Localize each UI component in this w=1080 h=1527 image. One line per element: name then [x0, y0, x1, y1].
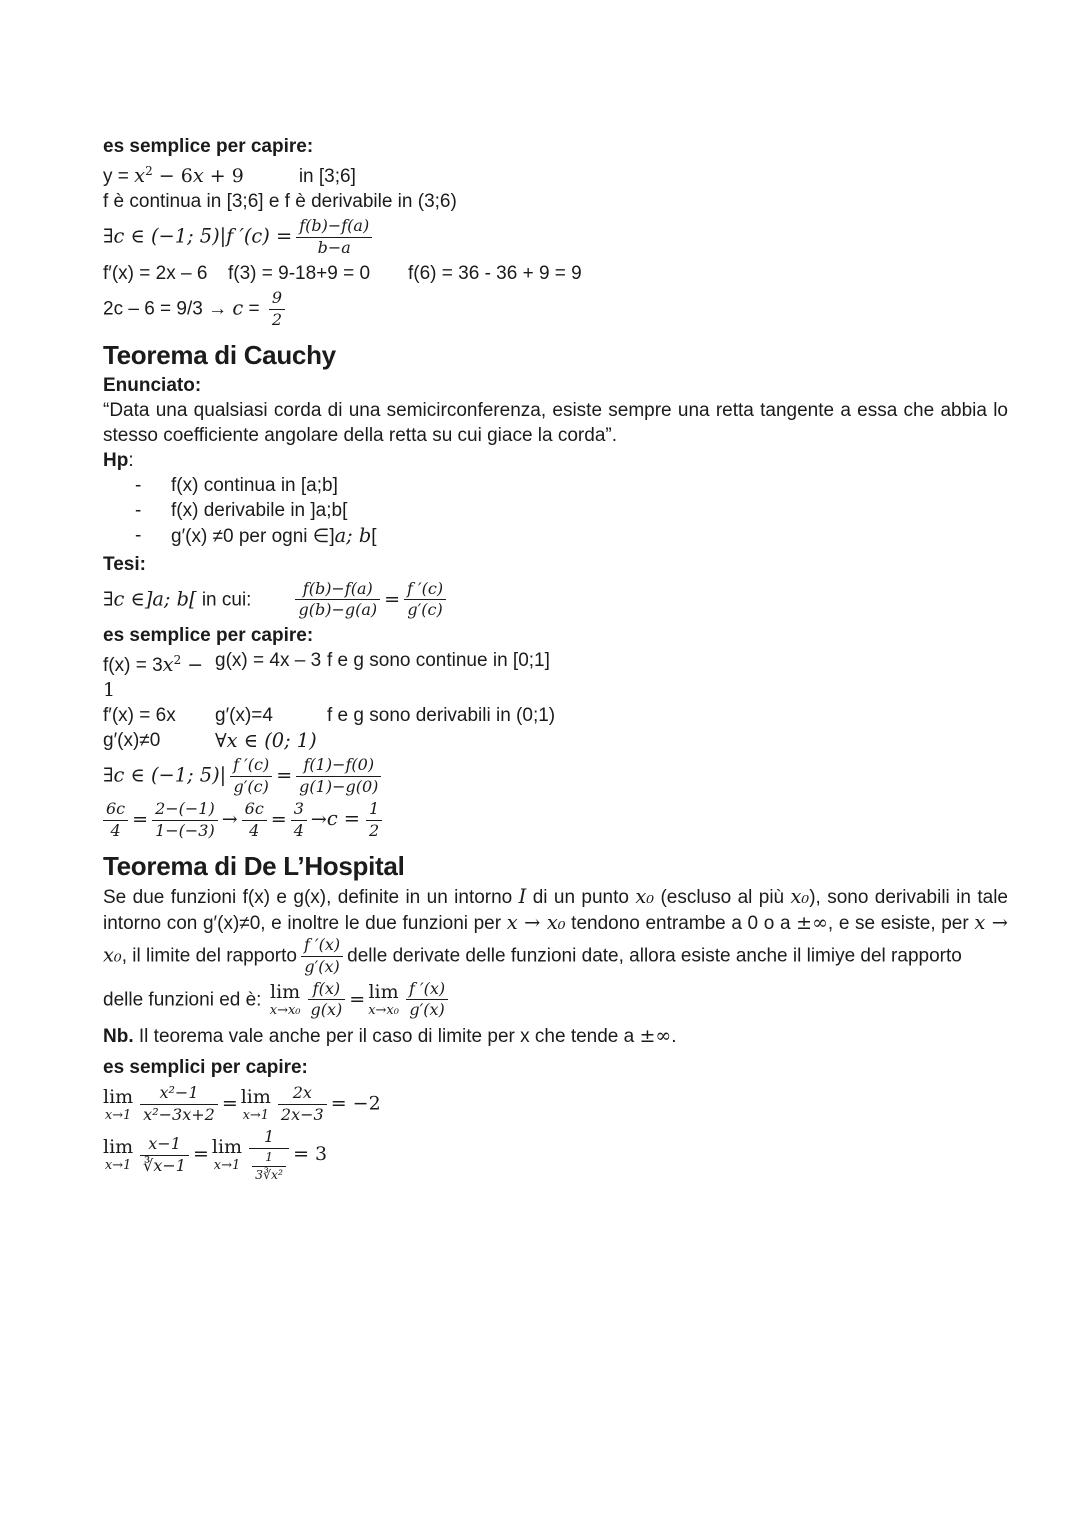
- hp-label: Hp: [103, 449, 129, 471]
- lim-word: lim: [103, 1085, 134, 1108]
- denominator: 4: [110, 820, 121, 840]
- math-segment: − 6: [152, 165, 193, 187]
- continuity-line: f è continua in [3;6] e f è derivabile in (3;6): [103, 191, 457, 212]
- text-segment: in cui:: [196, 588, 252, 610]
- result-value: = 3: [293, 1143, 328, 1166]
- numerator: f ′(c): [230, 756, 272, 777]
- numerator: 1: [366, 800, 382, 821]
- denominator: 1−(−3): [155, 820, 215, 840]
- denominator: g′(c): [407, 600, 443, 620]
- numerator: f ′(c): [404, 580, 446, 601]
- lim-word: lim: [240, 1085, 271, 1108]
- hypothesis-item: [103, 523, 1008, 549]
- hp-label-line: [103, 448, 1008, 473]
- bullet-dash: -: [135, 474, 142, 496]
- example-grid-row: [103, 648, 1008, 703]
- lim-subscript: x→1: [104, 1107, 132, 1123]
- f3-value: f(3) = 9-18+9 = 0: [228, 262, 371, 284]
- numerator: 1: [249, 1128, 289, 1149]
- grid-cell: g′(x)=4: [215, 705, 273, 727]
- text-segment: [: [371, 525, 377, 547]
- exponent: 2: [145, 164, 153, 178]
- denominator: g(x): [310, 1000, 343, 1020]
- tesi-label: Tesi:: [103, 553, 146, 575]
- f6-value: f(6) = 36 - 36 + 9 = 9: [408, 262, 582, 284]
- equals-sign: =: [221, 1092, 238, 1115]
- grid-cell: f e g sono derivabili in (0;1): [327, 705, 556, 727]
- equals-sign: =: [276, 764, 293, 787]
- fraction: [269, 289, 285, 330]
- denominator: b−a: [317, 237, 351, 257]
- fraction: [404, 580, 446, 621]
- nested-fraction: [249, 1128, 289, 1182]
- equals-sign: =: [132, 808, 149, 831]
- text-segment: f(x) = 3: [103, 655, 163, 677]
- inner-fraction: [252, 1150, 286, 1183]
- text-segment: delle derivate delle funzioni date, allora esiste anche il limiye del rapporto: [347, 945, 962, 967]
- limit-example-2: [103, 1128, 1008, 1182]
- numerator: f(b)−f(a): [295, 580, 380, 601]
- cauchy-theorem-section: [103, 339, 1008, 841]
- limit-operator: [269, 980, 301, 1018]
- numerator: x²−1: [140, 1084, 218, 1105]
- bullet-text: [171, 523, 377, 549]
- grid-cell: [103, 648, 215, 703]
- lim-subscript: x→1: [104, 1158, 132, 1174]
- grid-cell: g(x) = 4x – 3: [215, 650, 322, 672]
- example-heading: es semplici per capire:: [103, 1057, 308, 1079]
- text-segment: Se due funzioni f(x) e g(x), definite in un intorno: [103, 886, 519, 908]
- fraction: [103, 800, 128, 841]
- math-segment: x: [192, 164, 204, 187]
- math-segment: x: [134, 164, 146, 187]
- arrow: →: [221, 808, 238, 831]
- numerator: x−1: [140, 1135, 189, 1156]
- fraction: [152, 800, 218, 841]
- bullet-text: f(x) derivabile in ]a;b[: [171, 499, 348, 521]
- fraction: [278, 1084, 327, 1125]
- equals-sign: =: [349, 987, 366, 1010]
- interval-label: in [3;6]: [298, 166, 356, 187]
- math-segment: x → x₀: [506, 910, 566, 934]
- denominator: g(1)−g(0): [299, 777, 379, 797]
- result-value: = −2: [330, 1092, 381, 1115]
- numerator: 2−(−1): [152, 800, 218, 821]
- math-segment: ∃c ∈ (−1; 5)|: [103, 763, 227, 787]
- lagrange-example-section: [103, 134, 1008, 330]
- grid-cell: g′(x)≠0: [103, 730, 161, 752]
- denominator: g′(c): [233, 777, 269, 797]
- fraction: [230, 756, 272, 797]
- text-segment: .: [671, 1026, 677, 1048]
- limit-operator: [368, 980, 399, 1018]
- math-segment: I: [518, 884, 527, 908]
- denominator: 2x−3: [280, 1105, 324, 1125]
- equation-line: [103, 159, 1008, 189]
- lim-word: lim: [103, 1136, 134, 1159]
- fraction: [308, 980, 346, 1021]
- math-segment: c: [232, 296, 244, 320]
- values-row: [103, 261, 1008, 286]
- numerator: 6c: [242, 800, 267, 821]
- limit-operator: [103, 1138, 133, 1172]
- lim-subscript: x→1: [213, 1158, 241, 1174]
- enunciato-label: Enunciato:: [103, 374, 202, 396]
- theorem-paragraph: [103, 884, 1008, 977]
- fraction: [295, 580, 380, 621]
- denominator: g′(x): [409, 1000, 445, 1020]
- nota-bene-line: [103, 1024, 1008, 1049]
- text-segment: =: [243, 298, 265, 320]
- numerator: 2x: [278, 1084, 327, 1105]
- fraction: [242, 800, 267, 841]
- example-grid-row: [103, 728, 1008, 753]
- math-segment: x → x₀: [103, 910, 1008, 967]
- example-grid-row: [103, 703, 1008, 728]
- denominator: x²−3x+2: [143, 1105, 215, 1125]
- tesi-equation: [103, 580, 1008, 621]
- fraction: [140, 1135, 189, 1176]
- math-segment: ∃c ∈]a; b[: [103, 586, 197, 610]
- math-segment: ±∞: [639, 1025, 672, 1048]
- numerator: f(b)−f(a): [296, 217, 372, 238]
- derivative-value: f′(x) = 2x – 6: [103, 262, 208, 284]
- denominator: 2: [369, 820, 380, 840]
- fraction: [406, 980, 448, 1021]
- limit-example-1: [103, 1084, 1008, 1125]
- math-segment: − 1: [103, 654, 204, 702]
- fraction: [296, 217, 372, 258]
- fraction: [296, 756, 381, 797]
- text-segment: Il teorema vale anche per il caso di limite per x che tende a: [133, 1026, 640, 1048]
- text-segment: tendono entrambe a 0 o a: [565, 912, 797, 934]
- lim-word: lim: [368, 980, 399, 1003]
- fraction: [366, 800, 382, 841]
- text-segment: , il limite del rapporto: [121, 945, 297, 967]
- numerator: f(1)−f(0): [296, 756, 381, 777]
- equation-line: [103, 289, 1008, 330]
- text-segment: delle funzioni ed è:: [103, 988, 267, 1010]
- limit-operator: [212, 1138, 242, 1172]
- grid-cell: f e g sono continue in [0;1]: [327, 650, 550, 672]
- math-segment: x₀: [635, 884, 655, 908]
- text-segment: g′(x) ≠0 per ogni ∈]: [171, 525, 335, 547]
- hypothesis-item: [103, 498, 1008, 523]
- denominator: 2: [271, 309, 283, 329]
- text-segment: , e se esiste, per: [827, 912, 975, 934]
- numerator: 1: [252, 1150, 286, 1167]
- equation-line: [103, 756, 1008, 797]
- grid-cell: f′(x) = 6x: [103, 705, 176, 727]
- text-segment: 2c – 6 = 9/3 →: [103, 298, 233, 320]
- limit-equation-line: [103, 980, 1008, 1021]
- math-segment: c =: [326, 807, 361, 831]
- lim-subscript: x→x₀: [269, 1002, 301, 1018]
- fraction: [291, 800, 307, 841]
- example-heading: es semplice per capire:: [103, 625, 314, 647]
- example-heading: es semplice per capire:: [103, 136, 314, 157]
- text-segment: ), sono derivabili in tale intorno con g′(x)≠0, e inoltre le due funzioni per: [103, 886, 1008, 934]
- numerator: 9: [269, 289, 285, 310]
- lim-subscript: x→x₀: [368, 1002, 399, 1018]
- text-segment: di un punto: [526, 886, 636, 908]
- arrow: →: [310, 808, 327, 831]
- text-segment: (escluso al più: [654, 886, 791, 908]
- lim-word: lim: [270, 980, 301, 1003]
- fraction: [301, 936, 343, 977]
- theorem-statement: “Data una qualsiasi corda di una semicirconferenza, esiste sempre una retta tangente a essa che abbia lo stesso coefficiente angolare della retta su cui giace la corda”.: [103, 399, 1008, 446]
- equation-line: [103, 217, 1008, 258]
- hypothesis-item: [103, 473, 1008, 498]
- hospital-theorem-section: [103, 850, 1008, 1183]
- section-title: Teorema di De L’Hospital: [103, 850, 405, 881]
- text-segment: :: [128, 449, 134, 471]
- math-segment: x₀: [790, 884, 810, 908]
- numerator: 3: [291, 800, 307, 821]
- numerator: f(x): [308, 980, 346, 1001]
- lim-subscript: x→1: [242, 1107, 270, 1123]
- limit-operator: [103, 1085, 134, 1123]
- denominator: [249, 1149, 289, 1183]
- denominator: 3∛x²: [255, 1166, 284, 1182]
- lim-word: lim: [211, 1136, 243, 1159]
- math-segment: ±∞: [796, 911, 828, 934]
- equals-sign: =: [192, 1143, 209, 1166]
- equals-sign: =: [384, 587, 401, 610]
- denominator: g′(x): [304, 956, 340, 976]
- math-segment: ∃c ∈ (−1; 5)|f ′(c) =: [103, 224, 293, 248]
- denominator: 4: [293, 820, 304, 840]
- page-content: [103, 134, 1008, 1185]
- bullet-dash: -: [135, 524, 142, 546]
- nb-label: Nb.: [103, 1026, 134, 1048]
- section-title: Teorema di Cauchy: [103, 339, 336, 370]
- fraction: [140, 1084, 218, 1125]
- text-segment: y =: [103, 166, 135, 187]
- denominator: g(b)−g(a): [298, 600, 378, 620]
- math-segment: a; b: [334, 523, 372, 547]
- math-segment: x: [162, 653, 174, 677]
- numerator: f ′(x): [406, 980, 448, 1001]
- exponent: 2: [173, 653, 182, 668]
- math-segment: + 9: [203, 165, 244, 187]
- equation-line: [103, 800, 1008, 841]
- limit-operator: [240, 1085, 271, 1123]
- equals-sign: =: [270, 808, 287, 831]
- bullet-text: f(x) continua in [a;b]: [171, 474, 338, 496]
- denominator: 4: [249, 820, 260, 840]
- bullet-dash: -: [135, 499, 142, 521]
- grid-cell: ∀x ∈ (0; 1): [215, 729, 317, 753]
- denominator: ∛x−1: [143, 1155, 186, 1175]
- numerator: 6c: [103, 800, 128, 821]
- numerator: f ′(x): [301, 936, 343, 957]
